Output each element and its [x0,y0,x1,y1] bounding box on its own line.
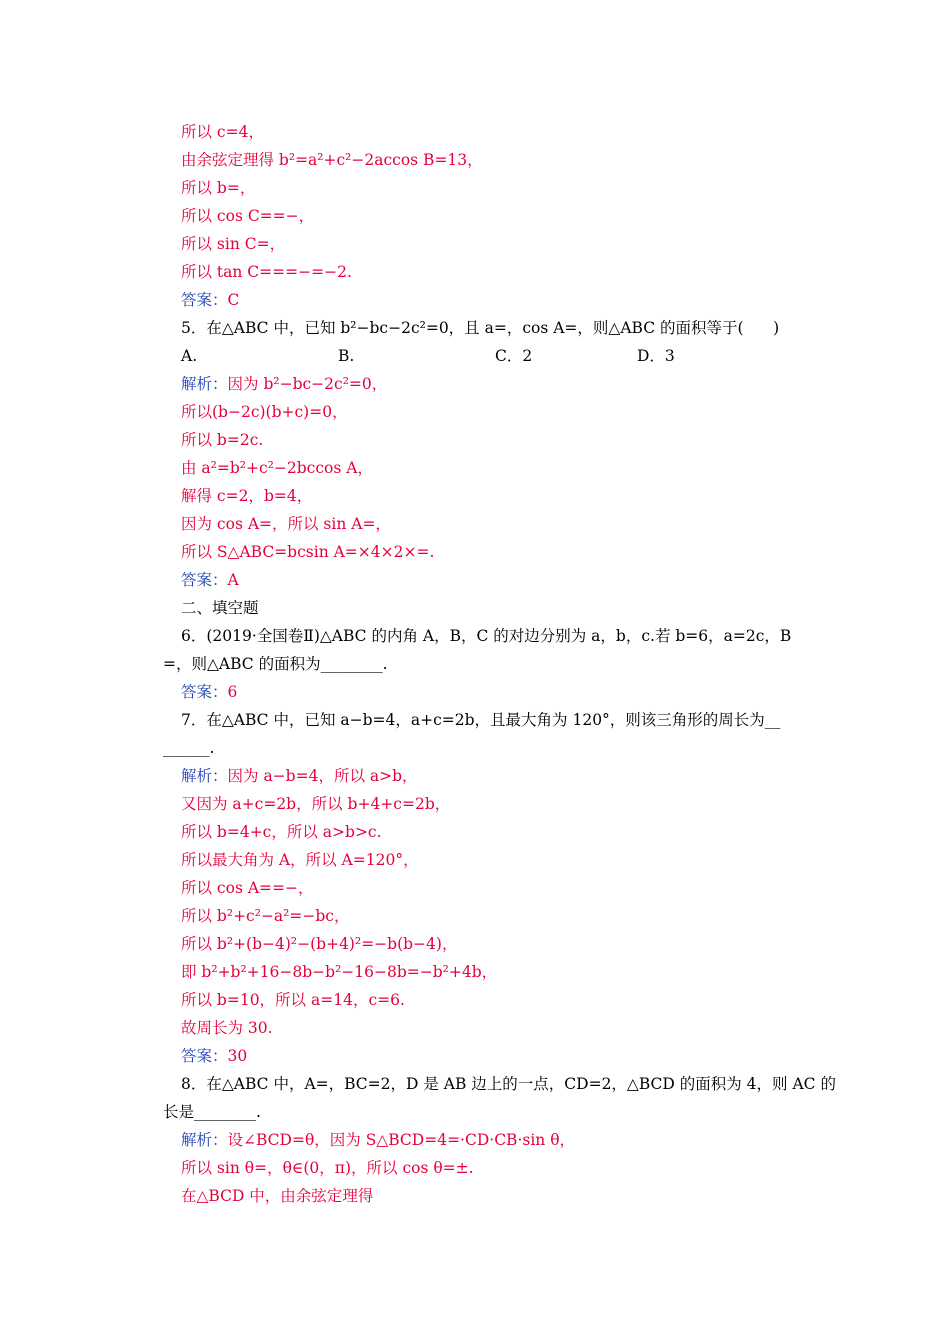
answer-label: 答案： [181,291,228,309]
solution-label: 解析： [181,375,228,393]
option-d: D．3 [637,347,675,365]
solution-line: 故周长为 30. [181,1019,273,1037]
solution-text: 设∠BCD=θ，因为 S△BCD=4=·CD·CB·sin θ， [227,1131,576,1149]
solution-line: 所以 b=10，所以 a=14，c=6. [181,991,405,1009]
solution-line: 所以 b²+c²−a²=−bc， [181,907,350,925]
question-7: 7．在△ABC 中，已知 a−b=4，a+c=2b，且最大角为 120°，则该三角形的周长为__ [181,711,781,729]
option-c: C．2 [495,347,533,365]
solution-line: 因为 cos A=，所以 sin A=， [181,515,391,533]
solution-line: 由 a²=b²+c²−2bccos A， [181,459,373,477]
question-7-cont: ______. [163,739,215,757]
answer-line [181,682,237,702]
solution-line: 在△BCD 中，由余弦定理得 [181,1187,374,1205]
solution-text: 因为 b²−bc−2c²=0， [227,375,388,393]
solution-line [181,766,418,786]
section-heading: 二、填空题 [181,599,259,617]
solution-line [181,374,387,394]
option-a: A. [181,347,198,365]
solution-line: 又因为 a+c=2b，所以 b+4+c=2b， [181,795,451,813]
answer-line [181,1046,247,1066]
solution-line: 所以 tan C===−=−2. [181,263,352,281]
answer-label: 答案： [181,683,228,701]
solution-line: 所以 b=， [181,179,256,197]
answer-line [181,570,239,590]
answer-label: 答案： [181,1047,228,1065]
question-6: 6．(2019·全国卷Ⅱ)△ABC 的内角 A，B，C 的对边分别为 a，b，c.若 b=6，a=2c，B [181,627,792,645]
solution-line: 所以 sin C=， [181,235,286,253]
question-5: 5．在△ABC 中，已知 b²−bc−2c²=0，且 a=，cos A=，则△ABC 的面积等于( ) [181,319,780,337]
answer-label: 答案： [181,571,228,589]
solution-line: 所以 c=4， [181,123,264,141]
option-b: B. [338,347,355,365]
answer-value: A [227,571,239,589]
solution-line: 所以 b²+(b−4)²−(b+4)²=−b(b−4)， [181,935,458,953]
answer-value: 30 [227,1047,248,1065]
answer-value: 6 [227,683,238,701]
solution-line: 所以(b−2c)(b+c)=0， [181,403,348,421]
solution-line: 解得 c=2，b=4， [181,487,313,505]
solution-line: 所以 cos A==−， [181,879,314,897]
question-6-cont: =，则△ABC 的面积为________. [163,655,388,673]
solution-line: 所以最大角为 A，所以 A=120°， [181,851,419,869]
solution-line: 所以 sin θ=，θ∈(0，π)，所以 cos θ=±. [181,1159,474,1177]
solution-line: 所以 b=4+c，所以 a>b>c. [181,823,382,841]
answer-line [181,290,239,310]
question-8: 8．在△ABC 中，A=，BC=2，D 是 AB 边上的一点，CD=2，△BCD 的面积为 4，则 AC 的 [181,1075,836,1093]
solution-text: 因为 a−b=4，所以 a>b， [227,767,418,785]
question-8-cont: 长是________. [163,1103,261,1121]
solution-line: 所以 b=2c. [181,431,264,449]
solution-line: 所以 S△ABC=bcsin A=×4×2×=. [181,543,435,561]
solution-line: 所以 cos C==−， [181,207,315,225]
answer-value: C [227,291,240,309]
solution-label: 解析： [181,1131,228,1149]
solution-line [181,1130,575,1150]
solution-line: 由余弦定理得 b²=a²+c²−2accos B=13， [181,151,483,169]
solution-line: 即 b²+b²+16−8b−b²−16−8b=−b²+4b， [181,963,498,981]
solution-label: 解析： [181,767,228,785]
